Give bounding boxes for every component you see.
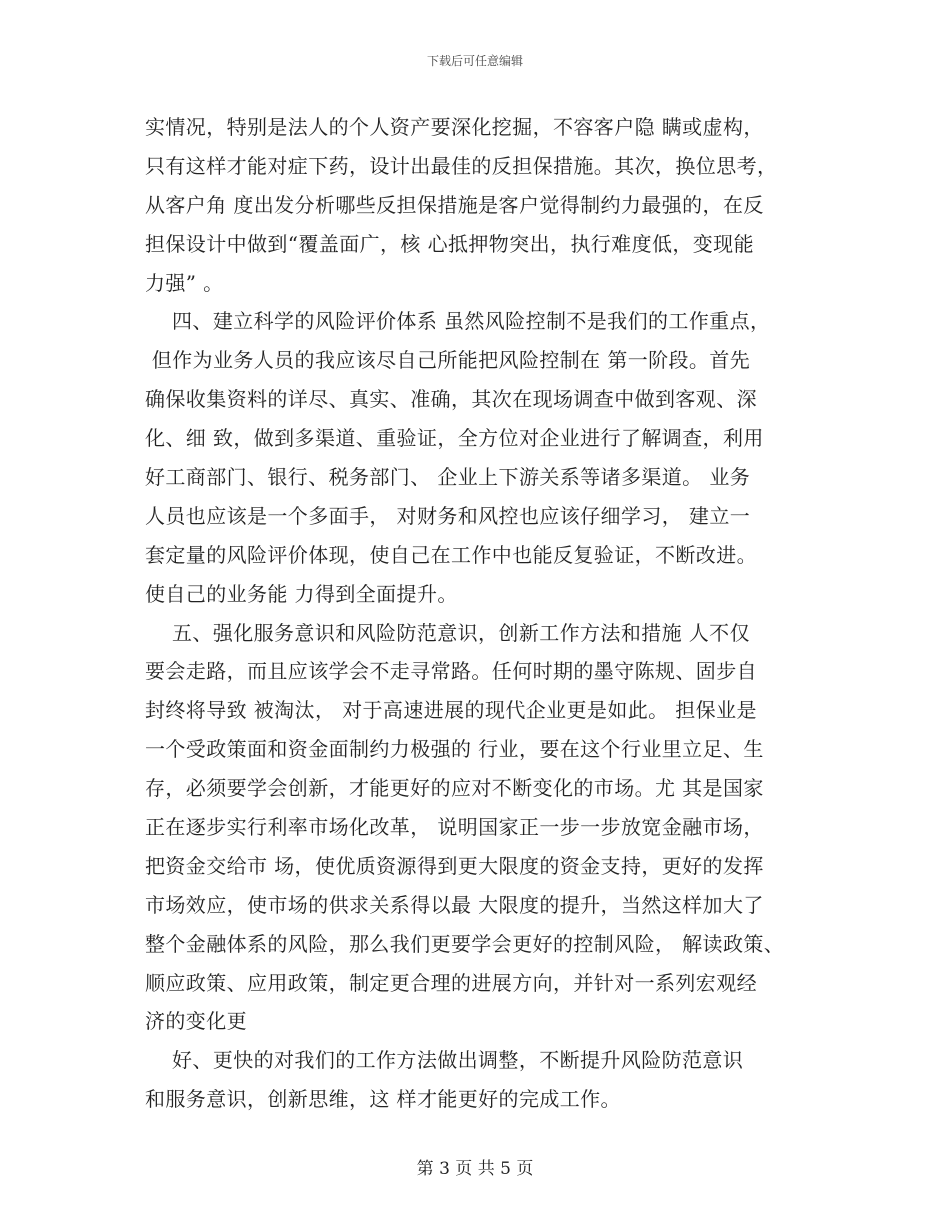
text-line: 好工商部门、银行、税务部门、 企业上下游关系等诸多渠道。 业务: [145, 465, 751, 490]
text-line: 整个金融体系的风险，那么我们更要学会更好的控制风险， 解读政策、: [145, 931, 785, 956]
text-line: 但作为业务人员的我应该尽自己所能把风险控制在 第一阶段。首先: [145, 348, 751, 373]
text-line: 和服务意识，创新思维，这 样才能更好的完成工作。: [145, 1087, 621, 1112]
text-line: 从客户角 度出发分析哪些反担保措施是客户觉得制约力最强的，在反: [145, 192, 764, 217]
page-number: 第 3 页 共 5 页: [416, 1159, 534, 1179]
text-line: 力强” 。: [145, 270, 224, 295]
section-heading-line: 四、建立科学的风险评价体系 虽然风险控制不是我们的工作重点，: [145, 309, 771, 334]
document-body: [145, 108, 825, 1119]
paragraph-start-line: 好、更快的对我们的工作方法做出调整，不断提升风险防范意识: [145, 1048, 744, 1073]
text-line: 一个受政策面和资金面制约力极强的 行业，要在这个行业里立足、生: [145, 737, 764, 762]
text-line: 正在逐步实行利率市场化改革， 说明国家正一步一步放宽金融市场，: [145, 815, 764, 840]
text-line: 封终将导致 被淘汰， 对于高速进展的现代企业更是如此。 担保业是: [145, 698, 757, 723]
text-line: 担保设计中做到“覆盖面广，核 心抵押物突出，执行难度低，变现能: [145, 231, 754, 256]
text-line: 化、细 致，做到多渠道、重验证，全方位对企业进行了解调查，利用: [145, 426, 764, 451]
text-line: 人员也应该是一个多面手， 对财务和风控也应该仔细学习， 建立一: [145, 503, 751, 528]
text-line: 实情况，特别是法人的个人资产要深化挖掘，不容客户隐 瞒或虚构，: [145, 115, 764, 139]
text-line: 套定量的风险评价体现，使自己在工作中也能反复验证，不断改进。: [145, 542, 757, 567]
text-line: 确保收集资料的详尽、真实、准确，其次在现场调查中做到客观、深: [145, 387, 757, 412]
text-line: 存，必须要学会创新，才能更好的应对不断变化的市场。尤 其是国家: [145, 776, 764, 801]
text-line: 济的变化更: [145, 1009, 247, 1034]
text-line: 只有这样才能对症下药，设计出最佳的反担保措施。其次，换位思考，: [145, 153, 778, 178]
section-heading-line: 五、强化服务意识和风险防范意识，创新工作方法和措施 人不仅: [145, 620, 750, 645]
text-line: 要会走路，而且应该学会不走寻常路。任何时期的墨守陈规、固步自: [145, 659, 757, 684]
text-line: 把资金交给市 场，使优质资源得到更大限度的资金支持，更好的发挥: [145, 853, 764, 878]
text-line: 市场效应，使市场的供求关系得以最 大限度的提升，当然这样加大了: [145, 892, 764, 917]
text-line: 顺应政策、应用政策，制定更合理的进展方向，并针对一系列宏观经: [145, 970, 757, 995]
text-line: 使自己的业务能 力得到全面提升。: [145, 581, 458, 606]
page-header: 下载后可任意编辑: [426, 54, 523, 68]
